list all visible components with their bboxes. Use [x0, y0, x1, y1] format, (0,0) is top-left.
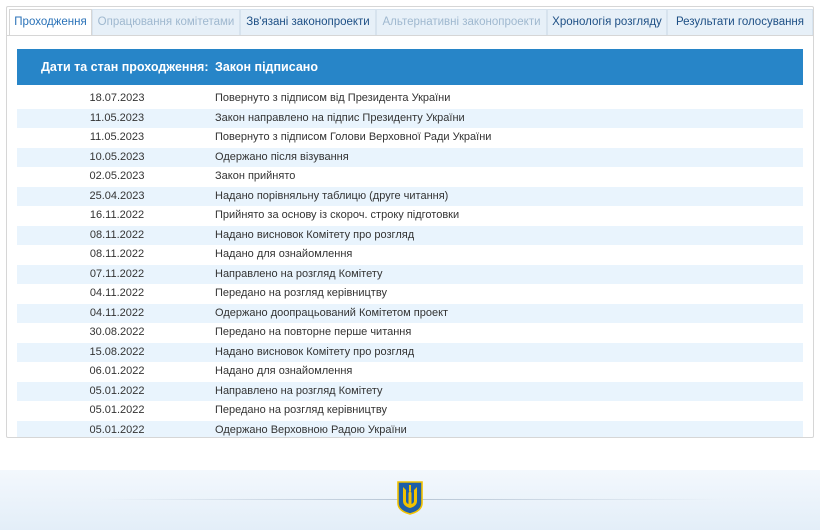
history-event: Надано для ознайомлення	[215, 248, 353, 260]
passage-history-list	[17, 89, 803, 438]
history-event: Прийнято за основу із скороч. строку підготовки	[215, 209, 460, 221]
history-row	[17, 148, 803, 168]
history-event: Закон направлено на підпис Президенту України	[215, 111, 465, 124]
history-date: 04.11.2022	[89, 287, 145, 299]
history-row	[17, 304, 803, 324]
bill-passage-panel	[6, 6, 814, 438]
history-event: Передано на розгляд керівництву	[215, 287, 387, 299]
status-label: Дати та стан проходження:	[41, 60, 209, 74]
history-row	[17, 89, 803, 109]
history-row	[17, 323, 803, 343]
status-header	[17, 49, 803, 85]
footer-divider-right	[422, 499, 722, 500]
history-date: 05.01.2022	[89, 404, 145, 416]
history-event: Повернуто з підписом Голови Верховної Ради України	[215, 131, 492, 143]
history-event: Надано порівняльну таблицю (друге читання)	[215, 189, 449, 202]
tabs-divider	[7, 35, 814, 36]
history-event: Одержано Верховною Радою України	[215, 423, 407, 436]
history-row	[17, 226, 803, 246]
history-row	[17, 206, 803, 226]
history-row	[17, 245, 803, 265]
history-event: Направлено на розгляд Комітету	[215, 267, 383, 280]
history-date: 10.05.2023	[89, 150, 145, 163]
footer-divider-left	[98, 499, 398, 500]
history-date: 02.05.2023	[89, 170, 145, 182]
history-row	[17, 421, 803, 439]
tryzub-emblem-icon[interactable]	[397, 481, 423, 515]
history-row	[17, 167, 803, 187]
tab-alternative-bills[interactable]: Альтернативні законопроекти	[376, 9, 547, 35]
history-event: Одержано після візування	[215, 150, 349, 163]
history-event: Передано на розгляд керівництву	[215, 404, 387, 416]
history-event: Надано висновок Комітету про розгляд	[215, 345, 415, 358]
history-date: 07.11.2022	[89, 267, 145, 280]
history-row	[17, 187, 803, 207]
history-row	[17, 362, 803, 382]
tab-review-chronology[interactable]: Хронологія розгляду	[547, 9, 667, 35]
history-row	[17, 265, 803, 285]
history-date: 04.11.2022	[89, 306, 145, 319]
history-date: 08.11.2022	[89, 228, 145, 241]
history-date: 30.08.2022	[89, 326, 145, 338]
history-date: 25.04.2023	[89, 189, 145, 202]
history-row	[17, 401, 803, 421]
tab-committee-processing[interactable]: Опрацювання комітетами	[92, 9, 240, 35]
history-date: 08.11.2022	[89, 248, 145, 260]
tab-voting-results[interactable]: Результати голосування	[667, 9, 813, 35]
history-date: 05.01.2022	[89, 384, 145, 397]
tab-related-bills[interactable]: Зв'язані законопроекти	[240, 9, 376, 35]
tab-bar	[7, 7, 814, 35]
history-date: 05.01.2022	[89, 423, 145, 436]
history-row	[17, 109, 803, 129]
history-row	[17, 284, 803, 304]
history-event: Закон прийнято	[215, 170, 296, 182]
history-event: Повернуто з підписом від Президента України	[215, 92, 451, 104]
history-event: Направлено на розгляд Комітету	[215, 384, 383, 397]
history-date: 06.01.2022	[89, 365, 145, 377]
history-date: 16.11.2022	[89, 209, 145, 221]
history-row	[17, 343, 803, 363]
history-event: Передано на повторне перше читання	[215, 326, 412, 338]
history-date: 11.05.2023	[89, 111, 145, 124]
history-date: 18.07.2023	[89, 92, 145, 104]
tab-passage[interactable]: Проходження	[9, 9, 92, 36]
history-date: 15.08.2022	[89, 345, 145, 358]
status-value: Закон підписано	[215, 60, 318, 74]
history-date: 11.05.2023	[89, 131, 145, 143]
history-event: Надано висновок Комітету про розгляд	[215, 228, 415, 241]
history-row	[17, 382, 803, 402]
history-event: Надано для ознайомлення	[215, 365, 353, 377]
history-event: Одержано доопрацьований Комітетом проект	[215, 306, 449, 319]
history-row	[17, 128, 803, 148]
